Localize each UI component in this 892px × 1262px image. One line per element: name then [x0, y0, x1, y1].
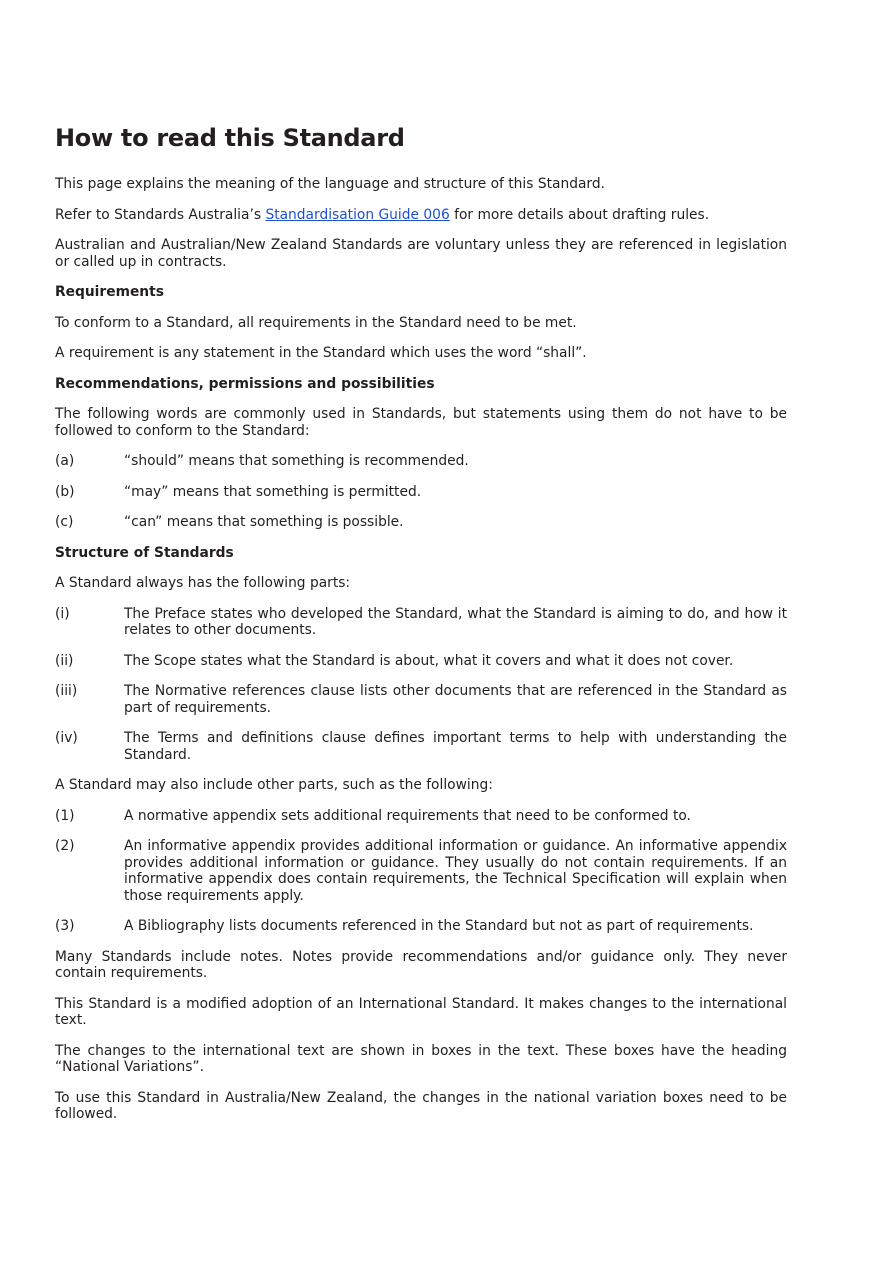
list-item-label: (1) — [55, 807, 75, 824]
list-item — [55, 683, 787, 716]
intro-paragraph-2 — [55, 207, 787, 224]
list-item-text: The Terms and definitions clause defines important terms to help with understanding the Standard. — [124, 730, 787, 763]
requirements-heading: Requirements — [55, 284, 164, 300]
list-item — [55, 484, 787, 501]
list-item-label: (2) — [55, 838, 75, 854]
usage-paragraph: To use this Standard in Australia/New Zealand, the changes in the national variation boxes need to be followed. — [55, 1089, 787, 1122]
list-item-label: (ii) — [55, 652, 74, 669]
list-item-label: (a) — [55, 453, 75, 469]
notes-paragraph: Many Standards include notes. Notes provide recommendations and/or guidance only. They never contain requirements. — [55, 948, 787, 981]
structure-paragraph-2: A Standard may also include other parts, such as the following: — [55, 777, 493, 793]
list-item-text: An informative appendix provides additional information or guidance. An informative appendix provides additional information or guidance. They usually do not contain requirements. If an informative appendix does contain requirements, the Technical Specification will explain when those requirements apply. — [124, 838, 787, 904]
intro-text-after-link: for more details about drafting rules. — [449, 206, 710, 223]
list-item — [55, 453, 787, 470]
list-item — [55, 918, 787, 935]
list-item-text: The Scope states what the Standard is about, what it covers and what it does not cover. — [124, 652, 734, 669]
list-item — [55, 808, 787, 825]
list-item-text: The Normative references clause lists other documents that are referenced in the Standard as part of requirements. — [124, 683, 787, 716]
list-item — [55, 514, 787, 531]
adoption-paragraph: This Standard is a modified adoption of an International Standard. It makes changes to the international text. — [55, 995, 787, 1028]
intro-paragraph-1: This page explains the meaning of the language and structure of this Standard. — [55, 176, 605, 192]
list-item — [55, 730, 787, 763]
national-variations-paragraph: The changes to the international text are shown in boxes in the text. These boxes have the heading “National Variations”. — [55, 1042, 787, 1075]
document-page — [55, 124, 787, 1137]
list-item — [55, 606, 787, 639]
recommendations-paragraph: The following words are commonly used in Standards, but statements using them do not have to be followed to conform to the Standard: — [55, 406, 787, 439]
structure-paragraph-1: A Standard always has the following parts: — [55, 575, 351, 591]
intro-text-before-link: Refer to Standards Australia’s — [55, 206, 266, 223]
page-title: How to read this Standard — [55, 124, 405, 152]
intro-paragraph-3: Australian and Australian/New Zealand Standards are voluntary unless they are referenced in legislation or called up in contracts. — [55, 237, 787, 270]
list-item-label: (3) — [55, 918, 75, 934]
list-item-text: A normative appendix sets additional requirements that need to be conformed to. — [124, 807, 691, 824]
list-item-text: “should” means that something is recommended. — [124, 453, 469, 469]
list-item-text: A Bibliography lists documents referenced in the Standard but not as part of requirements. — [124, 918, 754, 934]
requirements-paragraph-2: A requirement is any statement in the Standard which uses the word “shall”. — [55, 345, 587, 361]
list-item-label: (i) — [55, 605, 70, 622]
list-item — [55, 653, 787, 670]
standardisation-guide-link[interactable]: Standardisation Guide 006 — [265, 206, 450, 223]
requirements-paragraph-1: To conform to a Standard, all requirements in the Standard need to be met. — [55, 314, 577, 331]
list-item-text: “may” means that something is permitted. — [124, 483, 422, 500]
list-item-text: “can” means that something is possible. — [124, 514, 404, 530]
list-item-label: (b) — [55, 483, 75, 500]
list-item-label: (c) — [55, 514, 74, 530]
list-item-text: The Preface states who developed the Standard, what the Standard is aiming to do, and how it relates to other documents. — [124, 605, 787, 638]
list-item-label: (iv) — [55, 730, 78, 746]
list-item-label: (iii) — [55, 683, 78, 699]
list-item — [55, 838, 787, 904]
recommendations-heading: Recommendations, permissions and possibilities — [55, 375, 435, 392]
structure-heading: Structure of Standards — [55, 544, 234, 561]
